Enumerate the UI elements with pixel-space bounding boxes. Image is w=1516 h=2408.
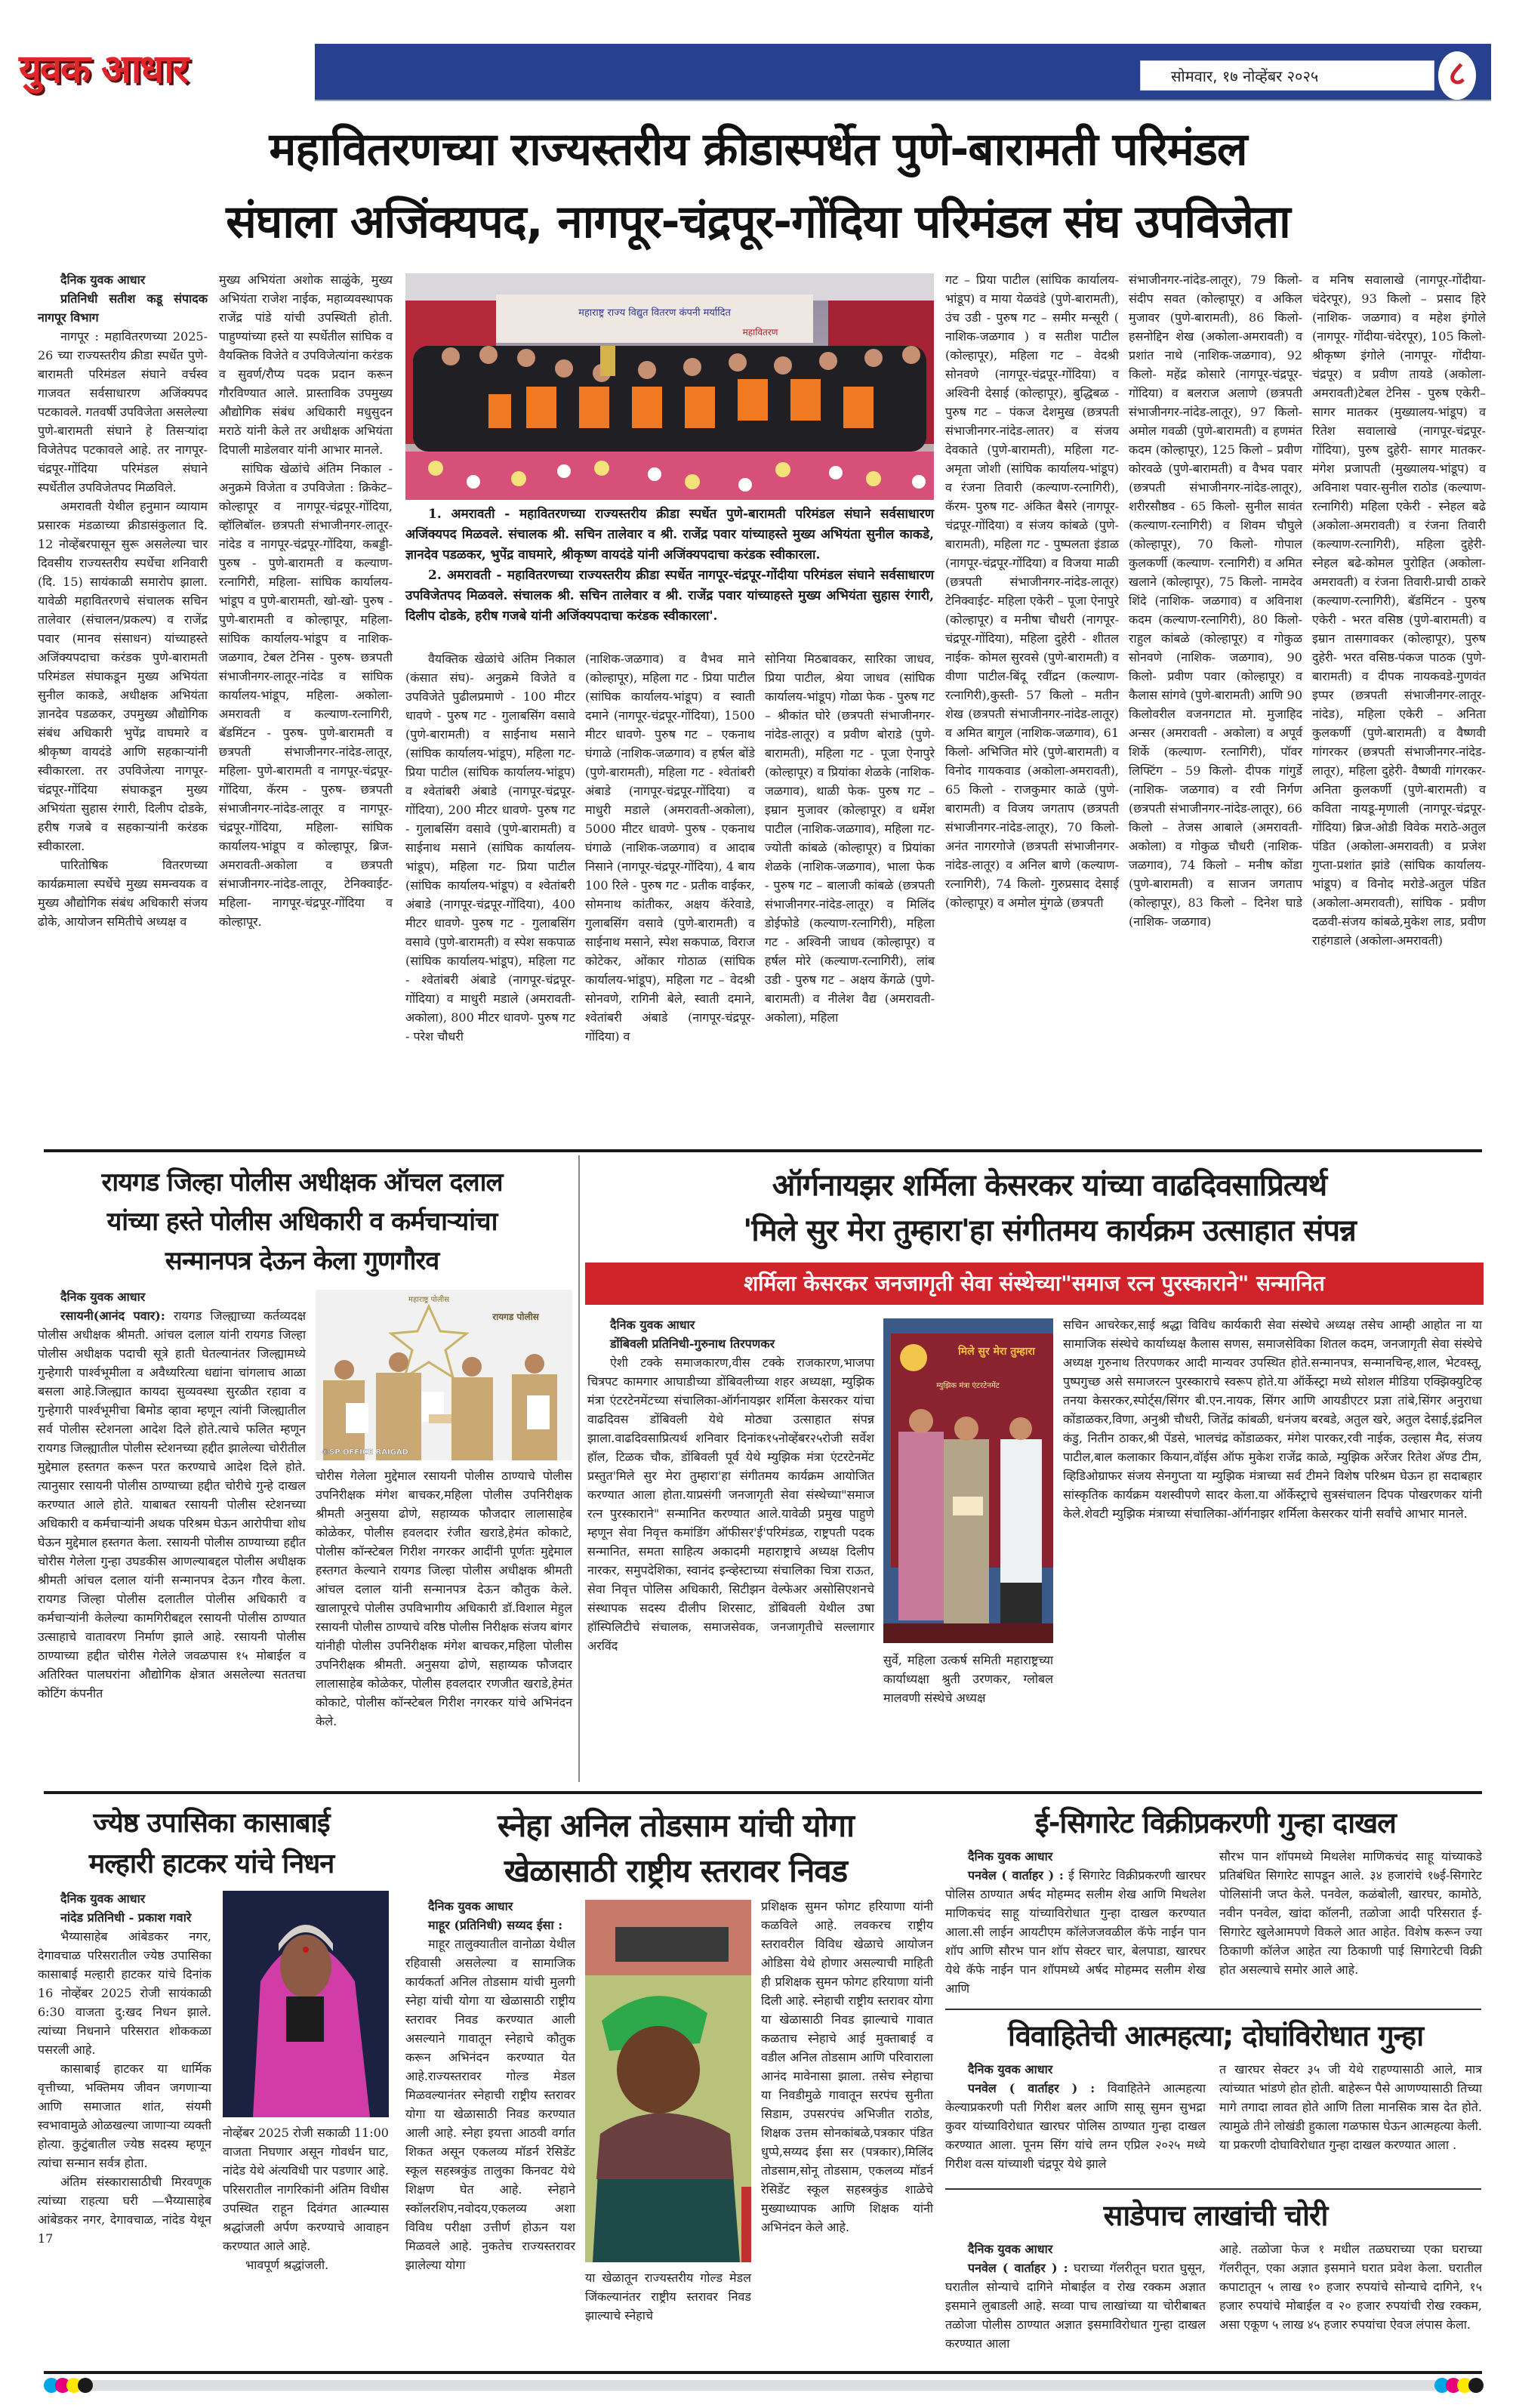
dateline: पनवेल ( वार्ताहर ) : xyxy=(968,1868,1064,1882)
theft-column-2 xyxy=(1219,2240,1482,2334)
paragraph: घराच्या गॅलरीतून घरात घुसून, घरातील सोन्याचे दागिने मोबाईल व रोख रक्कम अज्ञात इसमाने लुबाडली आहे. सव्वा पाच लाखांच्या या चोरीबाबत तळोजा पोलीस ठाण्यात अज्ञात इसमाविरोधात गुन्हा दाखल करण्यात आला xyxy=(945,2261,1206,2351)
music-logo xyxy=(900,1344,927,1371)
story-divider xyxy=(945,2188,1481,2190)
byline: दैनिक युवक आधार xyxy=(968,2242,1053,2256)
sharmila-column-3 xyxy=(1063,1315,1482,1523)
sharmila-column-1 xyxy=(587,1315,874,1655)
reporter-byline: डोंबिवली प्रतिनिधी-गुरुनाथ तिरपणकर xyxy=(610,1337,775,1351)
paragraph: रायगड जिल्ह्याच्या कर्तव्यदक्ष पोलीस अधीक्षक श्रीमती. आंचल दलाल यांनी रायगड जिल्हा पोलीस अधीक्षक पदाची सूत्रे हाती घेतल्यानंतर जिल्ह्यामध्ये गुन्हेगारी पार्श्वभूमीला व अवैध्यरित्या धद्यांना चांगलाच आळा बसला आहे.जिल्ह्यात कायदा सुव्यवस्था सुरळीत रहावा व गुन्हेगारी पार्श्वभूमीचा बिमोड व्हावा म्हणून त्यांनी जिल्ह्यातील सर्व पोलीस स्टेशनला आदेश दिले होते.त्याचे फलित म्हणून रायगड जिल्ह्यातील पोलीस स्टेशनच्या हद्दीत झालेल्या चोरीतील मुद्देमाल हस्तगत करून परत करण्याचे आदेश दिले होते. त्यानुसार रसायनी पोलीस ठाण्याच्या हद्दीत चोरीचे गुन्हे दाखल करण्यात आले होते. याबाबत रसायनी पोलीस स्टेशनच्या अधिकारी व कर्मचाऱ्यांनी अथक परिश्रम घेऊन आरोपीचा शोध घेऊन मुद्देमाल हस्तगत केला. रसायनी पोलीस ठाण्याच्या हद्दीत चोरीस गेलेला गुन्हा उघडकीस आणल्याबद्दल पोलीस अधीक्षक श्रीमती आंचल दलाल यांनी सन्मानपत्र देऊन गौरव केला. रायगड जिल्हा पोलीस दलातील पोलीस अधिकारी व कर्मचाऱ्यांनी केलेल्या कामगिरीबद्दल रसायनी पोलीस ठाण्यात उत्साहाचे वातावरण निर्माण झाले आहे. रसायनी पोलीस ठाण्याच्या हद्दीत चोरीस गेलेले जवळपास १५ मोबाईल व अतिरिक्त पालघरांना औद्योगिक क्षेत्रात असलेल्या सततचा कोटिंग कंपनीत xyxy=(38,1309,307,1700)
banner-text: म्युझिक मंत्रा एंटरटेनमेंट xyxy=(936,1382,1000,1390)
raigad-headline-line1: रायगड जिल्हा पोलीस अधीक्षक ऑचल दलाल xyxy=(101,1167,503,1198)
sign-text: रायगड पोलीस xyxy=(492,1312,539,1322)
footer-grey-bar xyxy=(89,2380,1435,2391)
sharmila-headline-line1: ऑर्गनायझर शर्मिला केसरकर यांच्या वाढदिवसाप्रित्यर्थ xyxy=(772,1168,1327,1203)
photo-banner-logo: महावितरण xyxy=(742,327,778,338)
byline: दैनिक युवक आधार xyxy=(968,1849,1053,1864)
sneha-column-2 xyxy=(585,2268,751,2325)
byline: दैनिक युवक आधार xyxy=(60,273,146,287)
sneha-column-1 xyxy=(405,1897,575,2274)
sneha-photo-illustration xyxy=(585,1900,751,2262)
main-story-column-4 xyxy=(585,649,755,1046)
paragraph: पारितोषिक वितरणच्या कार्यक्रमाला स्पर्धेचे मुख्य समन्वयक व मुख्य औद्योगिक संबंध अधिकारी संजय ढोके, आयोजन समितीचे अध्यक्ष व xyxy=(38,858,208,929)
cmyk-marks-left xyxy=(44,2378,89,2393)
newspaper-logo[interactable]: युवक आधार xyxy=(19,47,187,92)
sharmila-headline xyxy=(589,1163,1510,1253)
sneha-photo[interactable] xyxy=(585,1900,751,2262)
footer-rule xyxy=(44,2371,1482,2374)
sneha-headline-line2: खेळासाठी राष्ट्रीय स्तरावर निवड xyxy=(504,1852,848,1889)
paragraph: चोरीस गेलेला मुद्देमाल रसायनी पोलीस ठाण्याचे पोलीस उपनिरीक्षक मंगेश बाचकर,महिला पोलीस उपनिरीक्षक श्रीमती अनुसया ढोणे, सहाय्यक फौजदार लालासाहेब कोळेकर, पोलीस हवलदार रंजीत खराडे,हेमंत कोकाटे, पोलीस कॉन्स्टेबल गिरीश नगरकर आदींनी पूर्णतः मुद्देमाल हस्तगत केल्याने रायगड जिल्हा पोलीस अधीक्षक श्रीमती आंचल दलाल यांनी सन्मानपत्र देऊन कौतुक केले. खालापूरचे पोलीस उपविभागीय अधिकारी डॉ.विशाल मेहुल रसायनी पोलीस ठाण्याचे वरिष्ठ पोलीस निरीक्षक संजय बांगर यांनीही पोलीस उपनिरीक्षक मंगेश बाचकर,महिला पोलीस उपनिरीक्षक श्रीमती. अनुसया ढोणे, सहाय्यक फौजदार लालासाहेब कोळेकर, पोलीस हवलदार रणजीत खराडे,हेमंत कोकाटे, पोलीस कॉन्स्टेबल गिरीश नगरकर यांचे अभिनंदन केले. xyxy=(316,1469,572,1728)
sharmila-headline-line2: 'मिले सुर मेरा तुम्हारा'हा संगीतमय कार्यक्रम उत्साहात संपन्न xyxy=(743,1213,1356,1248)
paragraph: ई सिगारेट विक्रीप्रकरणी खारघर पोलिस ठाण्यात अर्षद मोहम्मद सलीम शेख आणि मिथलेश माणिकचंद साहू यांच्याविरोधात गुन्हा दाखल करण्यात आला.सी लाईन आयटीएम कॉलेजजवळील कॅफे नाईन पान शॉप आणि सौरभ पान शॉप सेक्टर चार, बेलपाडा, खारघर येथे कॅफे नाईन पान शॉपमध्ये अर्षद मोहम्मद सलीम शेख आणि xyxy=(945,1868,1206,1996)
paragraph: सचिन आचरेकर,साई श्रद्धा विविध कार्यकारी सेवा संस्थेचे अध्यक्ष तसेच आम्ही आहोत ना या सामाजिक संस्थेचे कार्याध्यक्ष कैलास सणस, समाजसेविका शितल कदम, जनजागृती सेवा संस्थेचे अध्यक्ष गुरुनाथ तिरपणकर आदी मान्यवर उपस्थित होते.सन्मानपत्र, सन्मानचिन्ह,शाल, भेटवस्तू, पुष्पगुच्छ असे समाजरत्न पुरस्काराचे स्वरूप होते.या ऑर्केस्ट्रा मध्ये सोशल मीडिया एक्झिक्युटिव्ह तनया केसरकर,स्पोर्ट्स/सिंगर बी.एन.नायक, सिंगर आणि आयडीएटर प्रज्ञा तांबे,सिंगर अनुराधा कोंडाळकर,विणा, अनुश्री चौधरी, जितेंद्र कांबळी, धनंजय बरबडे, अतुल खरे, अतुल देसाई,इंद्रनिल कंडु, नितीन ठाकर,श्री पेंडसे, भालचंद्र कोंडाळकर, मंगेश पारकर,रवी नाईक, उल्हास मैद, संजय पाटील,बाल कलाकार कियान,वॉईस ऑफ मुकेश राजेंद्र काळे, म्युझिक अरेंजर रितेश ॲण्ड टीम, व्हिडिओग्राफर संजय सेनगुप्ता या म्युझिक मंत्राच्या सर्व टीमने विशेष परिश्रम घेऊन हा सदाबहार सांस्कृतिक कार्यक्रम यशस्वीपणे सादर केला.या ऑर्केस्ट्राचे सुत्रसंचालन दिपक पोखरणकर यांनी केले.शेवटी म्युझिक मंत्राच्या संचालिका-ऑर्गनाझर शर्मिला केसरकर यांनी सर्वांचे आभार मानले. xyxy=(1063,1318,1482,1521)
paragraph: ऐशी टक्के समाजकारण,वीस टक्के राजकारण,भाजपा चित्रपट कामगार आघाडीच्या डोंबिवलीच्या शहर अध्यक्षा, म्युझिक मंत्रा एंटरटेनमेंटच्या संचालिका-ऑर्गनायझर शर्मिला केसरकर यांचा वाढदिवस डोंबिवली येथे मोठ्या उत्साहात संपन्न झाला.वाढदिवसाप्रित्यर्थ शनिवार दिनांक१५नोव्हेंबर२५रोजी सर्वेश हॉल, टिळक चौक, डोंबिवली पूर्व येथे म्युझिक मंत्रा एंटरटेनमेंट प्रस्तुत'मिले सुर मेरा तुम्हारा'हा संगीतमय कार्यक्रम आयोजित करण्यात आला होता.याप्रसंगी जनजागृती सेवा संस्थेच्या"समाज रत्न पुरस्काराने" सन्मानित करण्यात आले.यावेळी प्रमुख पाहुणे म्हणून सेवा निवृत्त कमांडिंग ऑफीसर'ई'परिमंडळ, राष्ट्रपती पदक सन्मानित, समता साहित्य अकादमी महाराष्ट्राचे अध्यक्ष दिलीप नारकर, समुपदेशिका, स्वानंद इन्व्हेस्टाच्या संचालिका चित्रा राऊत, सेवा निवृत्त पोलिस अधिकारी, सिटीझन वेल्फेअर असोसिएशनचे संस्थापक सदस्य दीलीप शिरसाट, डोंबिवली येथील उषा हॉस्पिलिटीचे संचालक, समाजसेवक, जनजागृतीचे सल्लागार अरविंद xyxy=(587,1355,874,1653)
sneha-headline xyxy=(411,1803,940,1894)
police-award-photo[interactable] xyxy=(316,1290,572,1460)
sharmila-column-2 xyxy=(883,1651,1053,1707)
dateline: पनवेल ( वार्ताहर ) : xyxy=(968,2261,1068,2275)
paragraph: या खेळातून राज्यस्तरीय गोल्ड मेडल जिंकल्यानंतर राष्ट्रीय स्तरावर निवड झाल्याचे स्नेहाचे xyxy=(585,2271,751,2323)
paragraph: त खारघर सेक्टर ३५ जी येथे राहण्यासाठी आले, मात्र त्यांच्यात भांडणे होत होती. बाहेरून पैसे आणण्यासाठी तिच्या मागे तगादा लावत होते आणि तिला मानसिक त्रास देत होते. त्यामुळे तीने लोखंडी हुकाला गळफास घेऊन आत्महत्या केली. या प्रकरणी दोघाविरोधात गुन्हा दाखल करण्यात आला . xyxy=(1219,2062,1482,2152)
issue-date: सोमवार, १७ नोव्हेंबर २०२५ xyxy=(1171,67,1319,85)
cmyk-marks-right xyxy=(1434,2378,1484,2393)
kasabai-column-2 xyxy=(223,2123,389,2274)
main-story-column-6 xyxy=(945,270,1119,912)
theft-column-1 xyxy=(945,2240,1206,2353)
paragraph: (नाशिक-जळगाव) व वैभव माने (कोल्हापूर), महिला गट - प्रिया पाटील (सांघिक कार्यालय-भांडूप) व स्वाती दमाने (नागपूर-चंद्रपूर-गोंदिया), 1500 मीटर धावणे- पुरुष गट – एकनाथ घंगाळे (नाशिक-जळगाव) व हर्षल बोंडे (पुणे-बारामती), महिला गट - श्वेतांबरी अंबाडे (नागपूर-चंद्रपूर-गोंदिया) व माधुरी मडाले (अमरावती-अकोला), 5000 मीटर धावणे- पुरुष - एकनाथ घंगाळे (नाशिक-जळगाव) व आदाब निसाने (नागपूर-चंद्रपूर-गोंदिया), 4 बाय 100 रिले - पुरुष गट - प्रतीक वाईकर, सोमनाथ कांतीकर, अक्षय कॅरेवाडे, गुलाबसिंग वसावे (पुणे-बारामती) व साईनाथ मसाने, स्पेश सकपाळ, विराज कोटेकर, ओंकार गोठाळ (सांघिक कार्यालय-भांडूप), महिला गट – वेदश्री सोनवणे, रागिनी बेले, स्वाती दमाने, श्वेतांबरी अंबाडे (नागपूर-चंद्रपूर-गोंदिया) व xyxy=(585,652,755,1044)
paragraph: प्रशिक्षक सुमन फोगट हरियाणा यांनी कळविले आहे. लवकरच राष्ट्रीय स्तरावरील विविध खेळाचे आयोजन ओडिसा येथे होणार असल्याची माहिती ही प्रशिक्षक सुमन फोगट हरियाणा यांनी दिली आहे. स्नेहाची राष्ट्रीय स्तरावर योगा या खेळासाठी निवड झाल्याचे गावात कळताच स्नेहाचे आई मुक्ताबाई व वडील अनिल तोडसाम आणि परिवाराला आनंद मावेनासा झाला. तसेच स्नेहाचा या निवडीमुळे गावातून सरपंच सुनीता सिडाम, उपसरपंच अभिजीत राठोड, शिक्षक उत्तम सोनकांबळे,पत्रकार पंडित धुप्पे,सय्यद ईसा सर (पत्रकार),मिलिंद तोडसाम,सोनू तोडसाम, एकलव्य मॉडर्न रेसिडेंट स्कूल सहस्त्रकुंड शाळेचे मुख्याध्यापक आणि शिक्षक यांनी अभिनंदन केले आहे. xyxy=(761,1899,933,2234)
paragraph: वैयक्तिक खेळांचे अंतिम निकाल (कंसात संघ)- अनुक्रमे विजेते व उपविजेते पुढीलप्रमाणे - 100 मीटर धावणे - पुरुष गट - गुलाबसिंग वसावे (पुणे-बारामती) व साईनाथ मसाने (सांघिक कार्यालय-भांडूप), महिला गट- प्रिया पाटील (सांघिक कार्यालय-भांडूप) व श्वेतांबरी अंबाडे (नागपूर-चंद्रपूर-गोंदिया), 200 मीटर धावणे- पुरुष गट - गुलाबसिंग वसावे (पुणे-बारामती) व साईनाथ मसाने (सांघिक कार्यालय-भांडूप), महिला गट- प्रिया पाटील (सांघिक कार्यालय-भांडूप) व श्वेतांबरी अंबाडे (नागपूर-चंद्रपूर-गोंदिया), 400 मीटर धावणे- पुरुष गट - गुलाबसिंग वसावे (पुणे-बारामती) व स्पेश सकपाळ (सांघिक कार्यालय-भांडूप), महिला गट - श्वेतांबरी अंबाडे (नागपूर-चंद्रपूर-गोंदिया) व माधुरी मडाले (अमरावती-अकोला), 800 मीटर धावणे- पुरुष गट - परेश चौधरी xyxy=(405,652,575,1044)
page-number: ८ xyxy=(1438,51,1476,100)
team-photo-illustration xyxy=(405,273,934,500)
paragraph: अंतिम संस्कारासाठीची मिरवणूक त्यांच्या राहत्या घरी —भैय्यासाहेब आंबेडकर नगर, देगावचाळ, नांदेड येथून 17 xyxy=(38,2175,211,2246)
byline: दैनिक युवक आधार xyxy=(60,1892,146,1906)
section-divider xyxy=(44,1791,1482,1794)
paragraph: सांघिक खेळांचे अंतिम निकाल - अनुक्रमे विजेता व उपविजेता : क्रिकेट– कोल्हापूर व नागपूर-चंद्रपूर-गोंदिया, व्हॉलिबॉल- छत्रपती संभाजीनगर-लातूर-नांदेड व नागपूर-चंद्रपूर-गोंदिया, कबड्डी- पुरुष - पुणे-बारामती व कल्याण-रत्नागिरी, महिला- सांघिक कार्यालय-भांडूप व पुणे-बारामती, खो-खो- पुरुष - पुणे-बारामती व कोल्हापूर, महिला- सांघिक कार्यालय-भांडूप व नाशिक-जळगाव, टेबल टेनिस - पुरुष- छत्रपती संभाजीनगर-लातूर-नांदेड व सांघिक कार्यालय-भांडूप, महिला- अकोला-अमरावती व कल्याण-रत्नागिरी, बॅडमिंटन - पुरुष- पुणे-बारामती व छत्रपती संभाजीनगर-नांदेड-लातूर, महिला- पुणे-बारामती व नागपूर-चंद्रपूर-गोंदिया, कॅरम - पुरुष- छत्रपती संभाजीनगर-नांदेड-लातूर व नागपूर-चंद्रपूर-गोंदिया, महिला- सांघिक कार्यालय-भांडूप व कोल्हापूर, ब्रिज- अमरावती-अकोला व छत्रपती संभाजीनगर-नांदेड-लातूर, टेनिक्वाईट- महिला- नागपूर-चंद्रपूर-गोंदिया व कोल्हापूर. xyxy=(219,461,393,929)
paragraph: सोनिया मिठबावकर, सारिका जाधव, प्रिया पाटील, श्रेया जाधव (सांघिक कार्यालय-भांडूप) गोळा फेक - पुरुष गट – श्रीकांत घोरे (छत्रपती संभाजीनगर-नांदेड-लातूर) व प्रवीण बोराडे (पुणे-बारामती), महिला गट - पूजा ऐनापुरे (कोल्हापूर) व प्रियांका शेळके (नाशिक-जळगाव), थाळी फेक- पुरुष गट – इम्रान मुजावर (कोल्हापूर) व धर्मेश पाटील (नाशिक-जळगाव), महिला गट- ज्योती कांबळे (कोल्हापूर) व प्रियांका शेळके (नाशिक-जळगाव), भाला फेक - पुरुष गट – बालाजी कांबळे (छत्रपती संभाजीनगर-नांदेड-लातूर) व मिलिंद डोईफोडे (कल्याण-रत्नागिरी), महिला गट - अश्विनी जाधव (कोल्हापूर) व हर्षल मोरे (कल्याण-रत्नागिरी), लांब उडी - पुरुष गट – अक्षय केंगळे (पुणे-बारामती) व नीलेश वैद्य (अमरावती-अकोला), महिला xyxy=(765,652,935,1025)
suicide-headline: विवाहितेची आत्महत्या; दोघांविरोधात गुन्हा xyxy=(1007,2019,1424,2052)
paragraph: कासाबाई हाटकर या धार्मिक वृत्तीच्या, भक्तिमय जीवन जगणाऱ्या आणि समाजात शांत, संयमी स्वभावामुळे ओळखल्या जाणाऱ्या व्यक्ती होत्या. कुटुंबातील ज्येष्ठ सदस्य म्हणून त्यांचा सन्मान सर्वत्र होता. xyxy=(38,2061,211,2170)
ecig-column-2 xyxy=(1219,1847,1482,1979)
portrait-illustration xyxy=(223,1891,389,2117)
paragraph: विवाहितेने आत्महत्या केल्याप्रकरणी पती गिरीश बलर आणि सासू सुमन सुभद्रा कुवर यांच्याविरोधात खारघर पोलिस ठाण्यात गुन्हा दाखल करण्यात आला. पूनम सिंग यांचे लग्न एप्रिल २०२५ मध्ये गिरीश वत्स यांच्याशी चंद्रपूर येथे झाले xyxy=(945,2081,1206,2171)
raigad-column-1 xyxy=(38,1287,306,1703)
main-story-column-2 xyxy=(219,270,393,931)
paragraph: सुर्वे, महिला उत्कर्ष समिती महाराष्ट्रच्या कार्याध्यक्षा श्रुती उरणकर, ग्लोबल मालवणी संस्थेचे अध्यक्ष xyxy=(883,1653,1053,1705)
main-story-column-7 xyxy=(1129,270,1302,931)
photo-caption xyxy=(405,504,934,627)
kasabai-headline-line1: ज्येष्ठ उपासिका कासाबाई xyxy=(93,1808,330,1839)
byline: दैनिक युवक आधार xyxy=(610,1318,695,1332)
emblem-text: महाराष्ट्र पोलीस xyxy=(408,1296,449,1304)
paragraph: व मनिष सवालाखे (नागपूर-गोंदीया- चंदेरपूर), 93 किलो – प्रसाद हिरे (नाशिक- जळगाव) व महेश इंगोले (नागपूर- गोंदीया-चंदेरपूर), 105 किलो- श्रीकृष्ण इंगोले (नागपूर- गोंदीया- चंद्रपूर) व प्रवीण तायडे (अकोला-अमरावती)टेबल टेनिस - पुरुष एकेरी– सागर मातकर (मुख्यालय-भांडूप) व रितेश सवालाखे (नागपूर-चंद्रपूर-गोंदिया), पुरुष दुहेरी- सागर मातकर-मंगेश प्रजापती (मुख्यालय-भांडूप) व अविनाश पवार-सुनील राठोड (कल्याण-रत्नागिरी) महिला एकेरी - स्नेहल बढे (अकोला-अमरावती) व रंजना तिवारी (कल्याण-रत्नागिरी), महिला दुहेरी- स्नेहल बढे-कोमल पुरोहित (अकोला-अमरावती) व रंजना तिवारी-प्राची ठाकरे (कल्याण-रत्नागिरी), बॅडमिंटन - पुरुष एकेरी - भरत वसिष्ठ (पुणे-बारामती) व इम्रान तासगावकर (कोल्हापूर), पुरुष दुहेरी- भरत वसिष्ठ-पंकज पाठक (पुणे-बारामती) व दीपक नायकवडे-गुणवंत इप्पर (छत्रपती संभाजीनगर-लातूर-नांदेड), महिला एकेरी – अनिता कुलकर्णी (पुणे-बारामती) व वैष्णवी गांगरकर (छत्रपती संभाजीनगर-नांदेड-लातूर), महिला दुहेरी- वैष्णवी गांगरकर-अनिता कुलकर्णी (पुणे-बारामती) व कविता नायडू-मृणाली (नागपूर-चंद्रपूर-गोंदिया) ब्रिज-ओडी विवेक मराठे-अतुल पंडित (अकोला-अमरावती) व प्रजेश गुप्ता-प्रशांत झांडे (सांघिक कार्यालय-भांडूप) व विनोद मरोडे-अतुल पंडित (अकोला-अमरावती), सांघिक - प्रवीण दळवी-संजय कांबळे,मुकेश लाड, प्रवीण राहंगडाले (अकोला-अमरावती) xyxy=(1312,273,1486,948)
suicide-column-1 xyxy=(945,2060,1206,2173)
dateline: पनवेल ( वार्ताहर ) : xyxy=(968,2081,1095,2095)
black-dot xyxy=(1468,2378,1484,2393)
paragraph: नोव्हेंबर 2025 रोजी सकाळी 11:00 वाजता निघणार असून गोवर्धन घाट, नांदेड येथे अंत्यविधी पार पडणार आहे. परिसरातील नागरिकांनी अंतिम विधीस उपस्थित राहून दिवंगत आत्म्यास श्रद्धांजली अर्पण करण्याचे आवाहन करण्यात आले आहे. xyxy=(223,2126,389,2253)
kasabai-headline xyxy=(15,1803,408,1885)
kasabai-column-1 xyxy=(38,1889,211,2248)
column-divider xyxy=(578,1155,580,1782)
award-ceremony-photo[interactable] xyxy=(883,1318,1053,1643)
caption-1: 1. अमरावती - महावितरणच्या राज्यस्तरीय क्रीडा स्पर्धेत पुणे-बारामती परिमंडल संघाने सर्वसाधारण अजिंक्यपद मिळवले. संचालक श्री. सचिन तालेवार व श्री. राजेंद्र पवार यांच्याहस्ते मुख्य अभियंता सुनील काकडे, ज्ञानदेव पडळकर, भुपेंद्र वाघमारे, श्रीकृष्ण वायदंडे यांनी अजिंक्यपदाचा करंडक स्वीकारला. xyxy=(405,507,934,563)
byline: दैनिक युवक आधार xyxy=(428,1899,513,1913)
police-photo-illustration xyxy=(316,1290,572,1460)
paragraph: भावपूर्ण श्रद्धांजली. xyxy=(245,2258,329,2272)
sharmila-subhead-band: शर्मिला केसरकर जनजागृती सेवा संस्थेच्या"समाज रत्न पुरस्काराने" सन्मानित xyxy=(585,1263,1484,1305)
photo-banner-text: महाराष्ट्र राज्य विद्युत वितरण कंपनी मर्यादित xyxy=(578,307,731,319)
logo-box xyxy=(11,44,315,101)
paragraph: सौरभ पान शॉपमध्ये मिथलेश माणिकचंद साहू यांच्याकडे प्रतिबंधित सिगारेट सापडून आले. ३४ हजारांचे १७ई-सिगारेट पोलिसांनी जप्त केले. पनवेल, कळंबोली, खारघर, कामोठे, नवीन पनवेल, खांदा कॉलनी, तळोजा आदी परिसरात ई-सिगारेट खुलेआमपणे विकले आत आहेत. विशेष करून ज्या ठिकाणी कॉलेज आहेत त्या ठिकाणी पाई सिगारेटची विक्री होत असल्याचे समोर आले आहे. xyxy=(1219,1849,1482,1977)
paragraph: आहे. तळोजा फेज १ मधील तळघराच्या एका घराच्या गॅलरीतून, एका अज्ञात इसमाने घरात प्रवेश केला. घरातील कपाटातून ५ लाख १० हजार रुपयांचे सोन्याचे दागिने, १५ हजार रुपयांचे मोबाईल व २० हजार रुपयांची रोख रक्कम, असा एकूण ५ लाख ४५ हजार रुपयांचा ऐवज लंपास केला. xyxy=(1219,2242,1482,2332)
byline: दैनिक युवक आधार xyxy=(968,2062,1053,2077)
date-box xyxy=(1140,60,1434,91)
kasabai-portrait-photo[interactable] xyxy=(223,1891,389,2117)
raigad-headline xyxy=(30,1163,574,1281)
suicide-column-2 xyxy=(1219,2060,1482,2154)
main-headline-line1: महावितरणच्या राज्यस्तरीय क्रीडास्पर्धेत पुणे-बारामती परिमंडल xyxy=(269,123,1247,176)
caption-2: 2. अमरावती - महावितरणच्या राज्यस्तरीय क्रीडा स्पर्धेत नागपूर-चंद्रपूर-गोंदीया परिमंडल संघाने सर्वसाधारण उपविजेतपद मिळवले. संचालक श्री. सचिन तालेवार व श्री. राजेंद्र पवार यांच्याहस्ते मुख्य अभियंता सुहास रंगारी, दिलीप दोडके, हरीष गजबे यांनी अजिंक्यपदाचा करंडक स्वीकारला'. xyxy=(405,568,934,624)
sports-team-photo[interactable] xyxy=(405,273,934,500)
main-headline xyxy=(15,113,1501,258)
paragraph: नागपूर : महावितरणच्या 2025-26 च्या राज्यस्तरीय क्रीडा स्पर्धेत पुणे-बारामती परिमंडल संघाने वर्चस्व गाजवत सर्वसाधारण अजिंक्यपद पटकावले. गतवर्षी उपविजेता असलेल्या पुणे-बारामती संघाने हे तिसऱ्यांदा विजेतेपद पटकावले आहे. तर नागपूर-चंद्रपूर-गोंदिया परिमंडल संघाने स्पर्धेतील उपविजेतपद मिळविले. xyxy=(38,329,208,495)
story-divider xyxy=(945,2009,1481,2010)
ecig-headline: ई-सिगारेट विक्रीप्रकरणी गुन्हा दाखल xyxy=(1035,1806,1396,1839)
paragraph: संभाजीनगर-नांदेड-लातूर), 79 किलो- संदीप सवत (कोल्हापूर) व अकिल मुजावर (पुणे-बारामती), 86 किलो- हसनोद्दिन शेख (अकोला-अमरावती) व प्रशांत नाथे (नाशिक-जळगाव), 92 किलो- महेंद्र कोसारे (नागपूर-चंद्रपूर-गोंदिया) व बलराज अलाणे (छत्रपती संभाजीनगर-नांदेड-लातूर), 97 किलो- अमोल गवळी (पुणे-बारामती) व हणमंत कदम (कोल्हापूर), 125 किलो – प्रवीण कोरवळे (पुणे-बारामती) व वैभव पवार (छत्रपती संभाजीनगर-नांदेड-लातूर), शरीरसौष्ठव - 65 किलो- सुनील सावंत (कल्याण-रत्नागिरी) व शिवम चौघुले (कोल्हापूर), 70 किलो- गोपाल कुलकर्णी (कल्याण- रत्नागिरी) व अमित खलाने (कोल्हापूर), 75 किलो- नामदेव शिंदे (नाशिक- जळगाव) व अविनाश कदम (कल्याण-रत्नागिरी), 80 किलो- राहुल कांबळे (कोल्हापूर) व गोकुळ सोनवणे (नाशिक- जळगाव), 90 किलो- प्रवीण पवार (कोल्हापूर) व कैलास सांगवे (पुणे-बारामती) आणि 90 किलोवरील वजनगटात मो. मुजाहिद अन्सर (अमरावती - अकोला) व अपूर्व शिर्के (कल्याण- रत्नागिरी), पॉवर लिफ्टिंग – 59 किलो- दीपक गांगुर्डे (नाशिक- जळगाव) व रवी निर्गण (छत्रपती संभाजीनगर-नांदेड-लातूर), 66 किलो – तेजस आबाले (अमरावती-अकोला) व गोकुळ चौधरी (नाशिक-जळगाव), 74 किलो – मनीष कोंडा (पुणे-बारामती) व साजन जगताप (कोल्हापूर), 83 किलो – दिनेश घाडे (नाशिक- जळगाव) xyxy=(1129,273,1302,929)
paragraph: माहूर तालुक्यातील वानोळा येथील रहिवासी असलेल्या व सामाजिक कार्यकर्ता अनिल तोडसाम यांची मुलगी स्नेहा यांची योगा या खेळासाठी राष्ट्रीय स्तरावर निवड करण्यात आली असल्याने गावातून स्नेहाचे कौतुक करून अभिनंदन करण्यात येत आहे.राज्यस्तरावर गोल्ड मेडल मिळवल्यानंतर स्नेहाची राष्ट्रीय स्तरावर योगा या खेळासाठी निवड करण्यात आली आहे. स्नेहा इयत्ता आठवी वर्गात शिकत असून एकलव्य मॉडर्न रेसिडेंट स्कूल सहस्त्रकुंड तालुका किनवट येथे शिक्षण घेत आहे. स्नेहाने स्कॉलरशिप,नवोदय,एकलव्य अशा विविध परीक्षा उत्तीर्ण होऊन यश मिळवले आहे. नुकतेच राज्यस्तरावर झालेल्या योगा xyxy=(405,1937,575,2272)
photo-credit: ©SP OFFICE RAIGAD xyxy=(322,1448,408,1457)
ceremony-photo-illustration xyxy=(883,1318,1053,1643)
ecig-column-1 xyxy=(945,1847,1206,1998)
theft-headline: साडेपाच लाखांची चोरी xyxy=(1103,2199,1328,2232)
main-story-column-5 xyxy=(765,649,935,1027)
trophy-shape xyxy=(600,346,615,376)
paragraph: अमरावती येथील हनुमान व्यायाम प्रसारक मंडळाच्या क्रीडासंकुलात दि. 12 नोव्हेंबरपासून सुरू असलेल्या चार दिवसीय राज्यस्तरीय स्पर्धेचा शनिवारी (दि. 15) सायंकाळी समारोप झाला. यावेळी महावितरणचे संचालक सचिन तालेवार (संचालन/प्रकल्प) व राजेंद्र पवार (मानव संसाधन) यांच्याहस्ते अजिंक्यपदाचा करंडक पुणे-बारामती परिमंडल संघाकडून मुख्य अभियंता सुनील काकडे, अधीक्षक अभियंता ज्ञानदेव पडळकर, उपमुख्य औद्योगिक संबंध अधिकारी भुपेंद्र वाघमारे व श्रीकृष्ण वायदंडे आणि सहकाऱ्यांनी स्वीकारला. तर उपविजेत्या नागपूर-चंद्रपूर-गोंदिया संघाकडून मुख्य अभियंता सुहास रंगारी, दिलीप दोडके, हरीष गजबे व सहकाऱ्यांनी करंडक स्वीकारला. xyxy=(38,499,208,853)
section-divider xyxy=(44,1149,1482,1152)
dateline: रसायनी(आनंद पवार): xyxy=(60,1309,165,1323)
kasabai-headline-line2: मल्हारी हाटकर यांचे निधन xyxy=(88,1848,334,1879)
main-story-column-3 xyxy=(405,649,575,1046)
reporter-byline: नांदेड प्रतिनिधी - प्रकाश गवारे xyxy=(60,1910,192,1925)
sneha-headline-line1: स्नेहा अनिल तोडसाम यांची योगा xyxy=(498,1807,854,1844)
reporter-byline: प्रतिनिधी सतीश कडू संपादक नागपूर विभाग xyxy=(38,291,208,325)
banner-title: मिले सुर मेरा तुम्हारा xyxy=(958,1346,1035,1358)
black-dot xyxy=(78,2378,93,2393)
paragraph: मुख्य अभियंता अशोक साळुंके, मुख्य अभियंता राजेश नाईक, महाव्यवस्थापक राजेंद्र पांडे यांची उपस्थिती होती. पाहुण्यांच्या हस्ते या स्पर्धेतील सांघिक व वैयक्तिक विजेते व उपविजेत्यांना करंडक व सुवर्ण/रौप्य पदक प्रदान करून गौरविण्यात आले. प्रास्ताविक उपमुख्य औद्योगिक संबंध अधिकारी मधुसुदन मराठे यांनी केले तर अधीक्षक अभियंता दिपाली माडेलवार यांनी आभार मानले. xyxy=(219,273,393,457)
raigad-headline-line3: सन्मानपत्र देऊन केला गुणगौरव xyxy=(165,1246,439,1276)
paragraph: भैय्यासाहेब आंबेडकर नगर, देगावचाळ परिसरातील ज्येष्ठ उपासिका कासाबाई मल्हारी हाटकर यांचे दिनांक 16 नोव्हेंबर 2025 रोजी सायंकाळी 6:30 वाजता दु:खद निधन झाले. त्यांच्या निधनाने परिसरात शोककळा पसरली आहे. xyxy=(38,1929,211,2057)
raigad-headline-line2: यांच्या हस्ते पोलीस अधिकारी व कर्मचाऱ्यांचा xyxy=(106,1207,498,1237)
byline: दैनिक युवक आधार xyxy=(60,1290,146,1304)
main-story-column-8 xyxy=(1312,270,1486,950)
raigad-column-2 xyxy=(316,1466,572,1731)
sneha-column-3 xyxy=(761,1897,933,2237)
paragraph: गट – प्रिया पाटील (सांघिक कार्यालय-भांडूप) व माया येळवंडे (पुणे-बारामती), उंच उडी - पुरुष गट – समीर मन्सूरी ( नाशिक-जळगाव ) व सतीश पाटील (कोल्हापूर), महिला गट – वेदश्री सोनवणे (नागपूर-चंद्रपूर-गोंदिया) व अश्विनी देसाई (कोल्हापूर), बुद्धिबळ - पुरुष गट – पंकज देशमुख (छत्रपती संभाजीनगर-नांदेड-लातर) व संजय देवकाते (पुणे-बारामती), महिला गट- अमृता जोशी (सांघिक कार्यालय-भांडूप) व रंजना तिवारी (कल्याण-रत्नागिरी), कॅरम- पुरुष गट- अंकित बैसरे (नागपूर-चंद्रपूर-गोंदिया) व संजय कांबळे (पुणे-बारामती), महिला गट - पुष्पलता इंडाळ (नागपूर-चंद्रपूर-गोंदिया) व विजया माळी (छत्रपती संभाजीनगर-नांदेड-लातूर) टेनिक्वाईट- महिला एकेरी – पूजा ऐनापुरे (कोल्हापूर) व मनीषा चौधरी (नागपूर-चंद्रपूर-गोंदिया), महिला दुहेरी - शीतल नाईक- कोमल सुरवसे (पुणे-बारामती) व वीणा पाटील-बिंदू रवींद्रन (कल्याण-रत्नागिरी),कुस्ती- 57 किलो – मतीन शेख (छत्रपती संभाजीनगर-नांदेड-लातूर) व अमित बागुल (नाशिक-जळगाव), 61 किलो- अभिजित मोरे (पुणे-बारामती) व विनोद गायकवाड (अकोला-अमरावती), 65 किलो - राजकुमार काळे (पुणे-बारामती) व विजय जगताप (छत्रपती संभाजीनगर-नांदेड-लातूर), 70 किलो- अनंत नागरगोजे (छत्रपती संभाजीनगर-नांदेड-लातूर) व अनिल बाणे (कल्याण-रत्नागिरी), 74 किलो- गुरुप्रसाद देसाई (कोल्हापूर) व अमोल मुंगळे (छत्रपती xyxy=(945,273,1119,910)
main-headline-line2: संघाला अजिंक्यपद, नागपूर-चंद्रपूर-गोंदिया परिमंडल संघ उपविजेता xyxy=(226,196,1290,248)
main-story-column-1 xyxy=(38,270,208,931)
reporter-byline: माहूर (प्रतिनिधी) सय्यद ईसा : xyxy=(428,1918,563,1932)
